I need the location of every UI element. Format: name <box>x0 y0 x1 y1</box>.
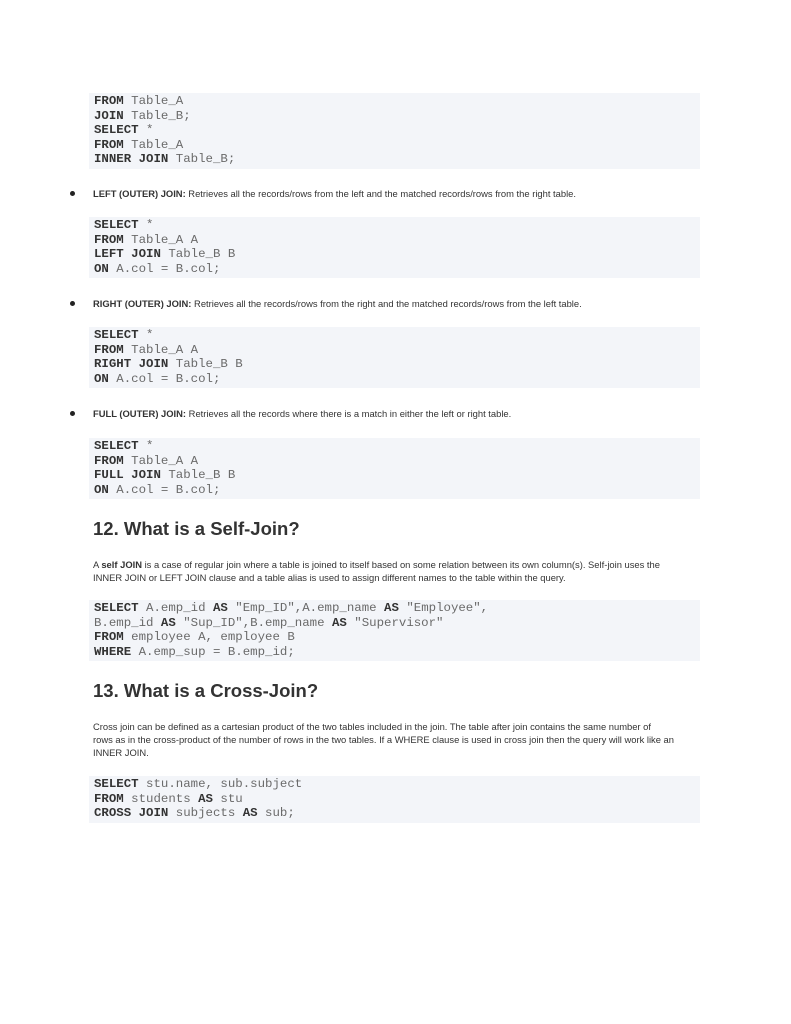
sql-text: "Employee", <box>398 601 489 615</box>
bullet-text <box>93 408 511 420</box>
code-line <box>94 343 700 358</box>
code-line <box>94 233 700 248</box>
code-block-join-types <box>89 93 700 169</box>
sql-keyword: SELECT <box>94 218 139 232</box>
code-line <box>94 483 700 498</box>
sql-text: stu.name, sub.subject <box>138 777 303 791</box>
sql-keyword: SELECT <box>94 601 139 615</box>
section-heading-cross-join: 13. What is a Cross-Join? <box>93 680 319 701</box>
sql-keyword: LEFT JOIN <box>94 247 161 262</box>
bullet-description: Retrieves all the records/rows from the right and the matched records/rows from the left table. <box>191 298 582 309</box>
sql-text: Table_B; <box>168 152 236 167</box>
sql-keyword: CROSS JOIN <box>94 806 169 821</box>
paragraph-line: INNER JOIN or LEFT JOIN clause and a table alias is used to assign different names to the table within the query. <box>93 572 566 583</box>
sql-text: stu <box>212 791 243 806</box>
sql-text: B.emp_id <box>94 615 161 630</box>
sql-text: Table_A A <box>123 232 199 247</box>
sql-keyword: SELECT <box>94 439 139 453</box>
code-line <box>94 792 700 807</box>
sql-text: * <box>138 123 154 138</box>
code-line <box>94 630 700 645</box>
paragraph-line <box>93 558 693 571</box>
code-line <box>94 123 700 138</box>
sql-text: A.col = B.col; <box>108 371 221 386</box>
bullet-description: Retrieves all the records/rows from the left and the matched records/rows from the right table. <box>185 188 576 199</box>
sql-text: A.emp_sup = B.emp_id; <box>131 644 295 659</box>
sql-keyword: AS <box>384 601 399 615</box>
sql-text: * <box>138 328 154 342</box>
bullet-dot-icon <box>70 191 75 196</box>
sql-text: employee A, employee B <box>123 630 295 645</box>
sql-text: "Emp_ID",A.emp_name <box>227 601 385 615</box>
sql-text: Table_B B <box>160 247 236 262</box>
code-line <box>94 152 700 167</box>
code-line <box>94 439 700 454</box>
text-run: is a case of regular join where a table is joined to itself based on some relation between its own column(s). Self-join uses the <box>141 559 660 570</box>
section-heading-self-join: 12. What is a Self-Join? <box>93 518 300 539</box>
sql-keyword: FROM <box>94 137 124 152</box>
sql-keyword: ON <box>94 371 109 386</box>
sql-keyword: INNER JOIN <box>94 152 169 167</box>
sql-text: sub; <box>257 806 295 821</box>
sql-text: Table_A A <box>123 342 199 357</box>
sql-keyword: AS <box>198 791 213 806</box>
sql-keyword: AS <box>160 615 176 630</box>
sql-keyword: SELECT <box>94 123 139 138</box>
code-line <box>94 645 700 660</box>
sql-keyword: WHERE <box>94 644 132 659</box>
sql-text: Table_A <box>123 137 184 152</box>
sql-keyword: JOIN <box>94 108 124 123</box>
sql-keyword: RIGHT JOIN <box>94 357 169 372</box>
code-line <box>94 357 700 372</box>
bullet-term: LEFT (OUTER) JOIN: <box>93 188 186 199</box>
bullet-dot-icon <box>70 301 75 306</box>
code-line <box>94 94 700 109</box>
sql-text: A.col = B.col; <box>108 482 221 497</box>
sql-text: A.col = B.col; <box>108 261 221 276</box>
sql-text: Table_B B <box>168 357 243 372</box>
sql-keyword: AS <box>331 615 347 630</box>
sql-keyword: SELECT <box>94 328 139 342</box>
sql-text: Table_A A <box>123 453 199 468</box>
code-line <box>94 468 700 483</box>
code-line <box>94 454 700 469</box>
sql-text: students <box>123 791 199 806</box>
paragraph-self-join <box>93 558 693 584</box>
sql-text: A.emp_id <box>138 601 213 615</box>
bullet-term: FULL (OUTER) JOIN: <box>93 408 187 419</box>
sql-keyword: FROM <box>94 342 124 357</box>
sql-keyword: FULL JOIN <box>94 468 161 483</box>
sql-keyword: FROM <box>94 453 124 468</box>
sql-text: Table_A <box>123 94 184 108</box>
code-block-right-join <box>89 327 700 388</box>
sql-text: * <box>138 439 154 453</box>
paragraph-cross-join <box>93 720 693 759</box>
sql-keyword: SELECT <box>94 777 139 791</box>
paragraph-line: rows as in the cross-product of the number of rows in the two tables. If a WHERE clause is used in cross join then the query will work like an <box>93 734 674 745</box>
code-block-left-join <box>89 217 700 278</box>
code-line <box>94 777 700 792</box>
code-line <box>94 262 700 277</box>
text-run: A <box>93 559 102 570</box>
code-line <box>94 109 700 124</box>
sql-text: Table_B B <box>160 468 236 483</box>
code-line <box>94 218 700 233</box>
code-line <box>94 247 700 262</box>
sql-keyword: ON <box>94 482 109 497</box>
paragraph-line: INNER JOIN. <box>93 747 149 758</box>
code-line <box>94 372 700 387</box>
code-block-cross-join <box>89 776 700 823</box>
sql-keyword: AS <box>212 601 228 615</box>
code-line <box>94 806 700 821</box>
sql-text: subjects <box>168 806 243 821</box>
bold-term: self JOIN <box>101 559 142 570</box>
bullet-term: RIGHT (OUTER) JOIN: <box>93 298 192 309</box>
bullet-text <box>93 188 576 200</box>
sql-text: Table_B; <box>123 108 191 123</box>
code-line <box>94 601 700 616</box>
sql-text: "Sup_ID",B.emp_name <box>175 615 332 630</box>
sql-keyword: ON <box>94 261 109 276</box>
code-line <box>94 138 700 153</box>
sql-keyword: FROM <box>94 630 124 645</box>
sql-keyword: FROM <box>94 94 124 108</box>
code-line <box>94 616 700 631</box>
sql-text: "Supervisor" <box>346 615 444 630</box>
bullet-text <box>93 298 582 310</box>
code-block-full-join <box>89 438 700 499</box>
bullet-description: Retrieves all the records where there is a match in either the left or right table. <box>186 408 512 419</box>
bullet-dot-icon <box>70 411 75 416</box>
sql-keyword: FROM <box>94 791 124 806</box>
code-block-self-join <box>89 600 700 661</box>
sql-keyword: AS <box>242 806 258 821</box>
paragraph-line: Cross join can be defined as a cartesian product of the two tables included in the join. The table after join contains the same number of <box>93 721 651 732</box>
code-line <box>94 328 700 343</box>
sql-keyword: FROM <box>94 232 124 247</box>
sql-text: * <box>138 218 154 232</box>
